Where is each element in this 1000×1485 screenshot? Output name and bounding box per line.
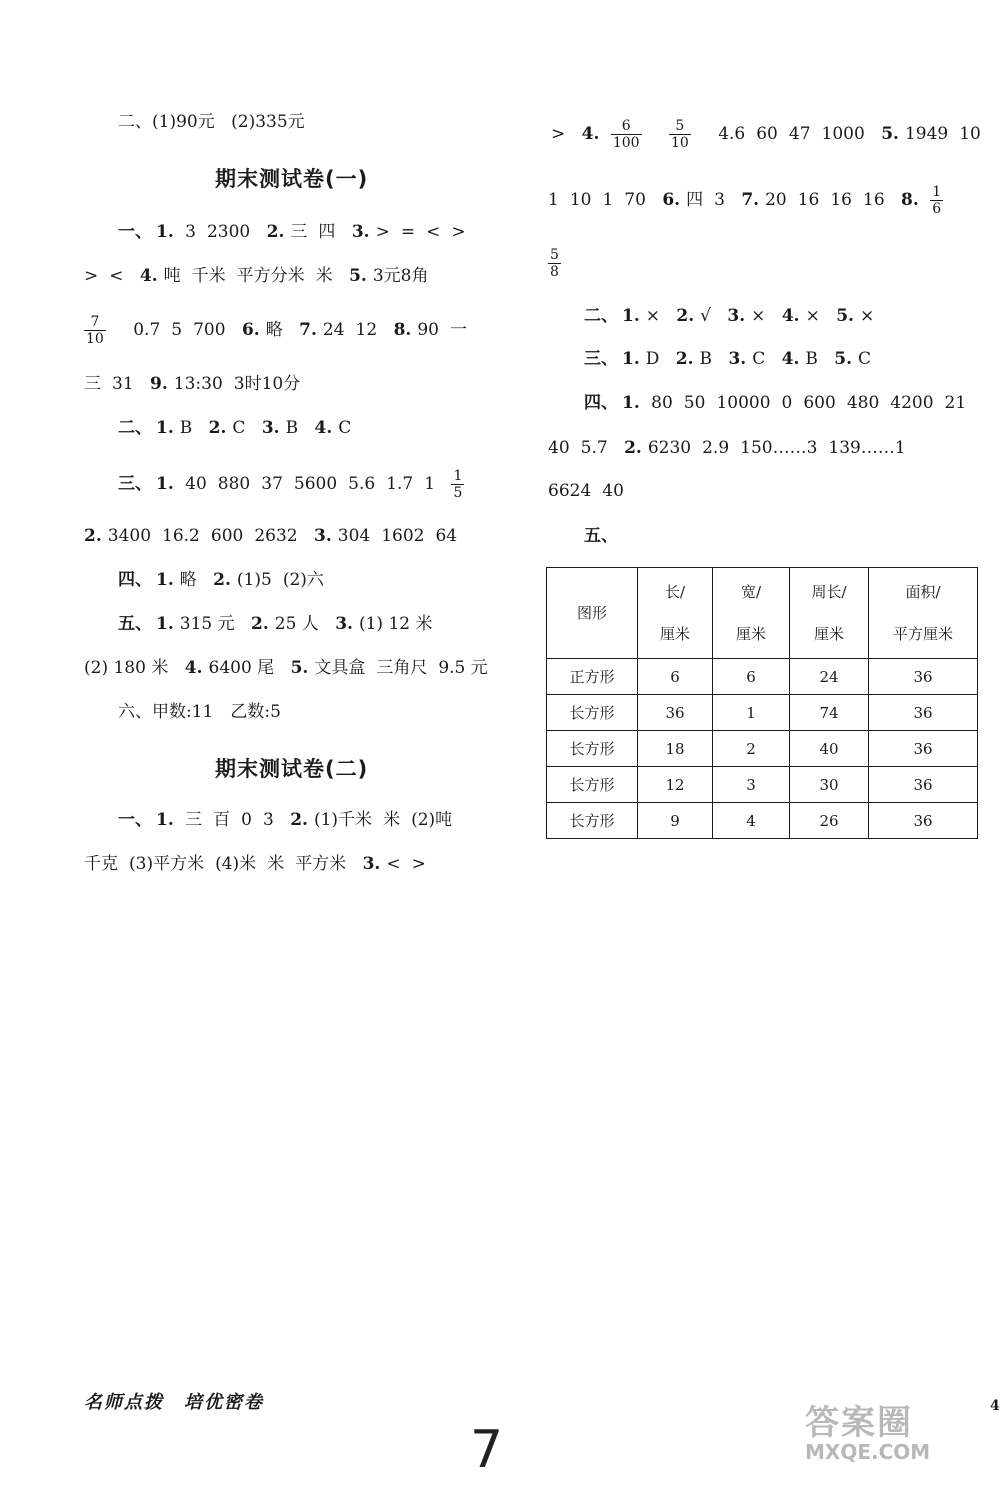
- section-label: 二、: [584, 306, 618, 326]
- answer-text: 文具盒: [314, 658, 366, 678]
- answer-text: 3元8角: [372, 266, 429, 286]
- answer-text: 米: [383, 810, 401, 830]
- fraction: [548, 247, 572, 280]
- answer-text: 千米: [191, 266, 226, 286]
- answer-text: 5600: [293, 474, 338, 494]
- answer-text: 40: [602, 481, 624, 501]
- answer-line-left-3: [84, 264, 439, 288]
- question-number: 1.: [622, 393, 640, 413]
- answer-text: 880: [217, 474, 251, 494]
- question-number: 3.: [727, 306, 746, 326]
- answer-text: 3: [262, 810, 274, 830]
- question-number: 4.: [581, 124, 600, 144]
- fraction-denominator: 5: [453, 485, 463, 501]
- answer-text: 40: [185, 474, 207, 494]
- answer-line-left-2: [118, 220, 477, 244]
- book-brand: 名师点拨 培优密卷: [84, 1392, 264, 1413]
- answer-line-left-7: [118, 468, 486, 501]
- question-number: 2.: [213, 570, 231, 590]
- question-number: 2.: [675, 349, 694, 369]
- fraction-numerator: 1: [453, 468, 463, 484]
- answer-text: 480: [846, 393, 880, 413]
- answer-text: C: [338, 418, 352, 438]
- table-cell: 30: [790, 767, 869, 803]
- question-number: 5.: [834, 349, 853, 369]
- fraction-numerator: 5: [675, 118, 685, 134]
- fraction-numerator: 1: [932, 184, 942, 200]
- answer-line-left-14: [84, 852, 437, 876]
- answer-text: 3: [714, 190, 725, 210]
- fraction-numerator: 6: [621, 118, 631, 134]
- section-label: 三、: [118, 474, 152, 494]
- answer-text: 13:30: [173, 374, 223, 394]
- answer-text: 150……3: [740, 438, 818, 458]
- answer-text: √: [700, 306, 711, 326]
- answer-line-left-11: [84, 656, 499, 680]
- question-number: 4.: [781, 349, 800, 369]
- table-header: [638, 568, 713, 659]
- answer-text: B: [699, 349, 713, 369]
- table-row: [547, 803, 978, 839]
- table-row: [547, 695, 978, 731]
- answer-text: >: [84, 266, 99, 286]
- answer-text: 10000: [716, 393, 771, 413]
- answer-text: 米: [267, 854, 285, 874]
- answer-text: <: [426, 222, 441, 242]
- question-number: 6.: [241, 320, 260, 340]
- answer-line-right-1: [551, 118, 992, 151]
- answer-line-left-6: [118, 416, 362, 440]
- answer-text: 四: [686, 190, 704, 210]
- section-label: 一、: [118, 222, 152, 242]
- section-label: 四、: [584, 393, 618, 413]
- question-number: 4.: [314, 418, 333, 438]
- answer-text: 16: [830, 190, 852, 210]
- answer-text: 三: [185, 810, 203, 830]
- table-cell: 74: [790, 695, 869, 731]
- answer-text: 80: [651, 393, 673, 413]
- table-cell: 长方形: [547, 767, 638, 803]
- answer-text: C: [752, 349, 766, 369]
- answer-text: 三角尺: [376, 658, 428, 678]
- section-label: 三、: [584, 349, 618, 369]
- question-number: 1.: [622, 349, 640, 369]
- answer-text: 21: [944, 393, 967, 413]
- fraction: [451, 468, 475, 501]
- answer-text: 2.9: [702, 438, 730, 458]
- handwritten-page-number: 7: [470, 1420, 504, 1480]
- question-number: 3.: [261, 418, 280, 438]
- answer-text: 139……1: [828, 438, 906, 458]
- site-watermark: [805, 1395, 995, 1475]
- table-header: [790, 568, 869, 659]
- answer-line-left-1: [118, 110, 316, 134]
- answer-text: 600: [210, 526, 244, 546]
- answer-text: 6230: [647, 438, 692, 458]
- header-text: 长/: [664, 583, 686, 601]
- table-header-row: [547, 568, 978, 659]
- answer-text: 0: [241, 810, 252, 830]
- question-number: 3.: [362, 854, 381, 874]
- answer-text: (2)吨: [411, 810, 453, 830]
- answer-text: 700: [193, 320, 226, 340]
- answer-text: B: [285, 418, 299, 438]
- answer-line-left-10: [118, 612, 444, 636]
- answer-text: 5.6: [348, 474, 376, 494]
- table-cell: 长方形: [547, 803, 638, 839]
- question-number: 1.: [622, 306, 640, 326]
- answer-line-left-12: 六、甲数:11 乙数:5: [118, 702, 281, 722]
- header-text: 周长/: [811, 583, 847, 601]
- table-cell: 4: [713, 803, 790, 839]
- answer-text: 4200: [890, 393, 934, 413]
- question-number: 7.: [741, 190, 760, 210]
- header-unit: 平方厘米: [892, 625, 953, 643]
- answer-text: <: [109, 266, 124, 286]
- answer-text: 平方米: [295, 854, 347, 874]
- header-text: 图形: [576, 604, 607, 622]
- answer-text: (4)米: [215, 854, 257, 874]
- fraction: [669, 118, 702, 151]
- question-number: 2.: [290, 810, 308, 830]
- question-number: 5.: [349, 266, 367, 286]
- watermark-logo-text: 答案圈: [805, 1403, 913, 1443]
- question-number: 3.: [335, 614, 353, 634]
- answer-line-right-8: [548, 479, 635, 503]
- question-number: 1.: [156, 222, 174, 242]
- answer-line-right-3: [548, 247, 583, 280]
- question-number: 2.: [676, 306, 695, 326]
- answer-text: 二、(1)90元: [118, 112, 215, 132]
- answer-text: D: [645, 349, 660, 369]
- table-cell: 12: [638, 767, 713, 803]
- answer-text: <: [386, 854, 401, 874]
- answer-text: (1)5: [236, 570, 272, 590]
- question-number: 1.: [156, 614, 174, 634]
- header-unit: 厘米: [813, 625, 844, 643]
- answer-text: 1.7: [386, 474, 414, 494]
- answer-text: 1000: [821, 124, 865, 144]
- answer-line-right-7: [548, 436, 917, 460]
- page-edge-number: 4: [990, 1398, 1000, 1414]
- section-title-final-test-1: 期末测试卷(一): [215, 167, 369, 191]
- table-cell: 9: [638, 803, 713, 839]
- answer-text: 10: [569, 190, 592, 210]
- header-unit: 厘米: [735, 625, 766, 643]
- question-number: 8.: [393, 320, 412, 340]
- table-header: [869, 568, 978, 659]
- fraction-denominator: 10: [670, 135, 689, 151]
- answer-text: B: [179, 418, 193, 438]
- fraction-numerator: 7: [90, 314, 100, 330]
- header-text: 面积/: [905, 583, 941, 601]
- question-number: 1.: [156, 418, 174, 438]
- answer-text: 0.7: [133, 320, 161, 340]
- table-cell: 3: [713, 767, 790, 803]
- question-number: 5.: [290, 658, 309, 678]
- table-row: [547, 659, 978, 695]
- answer-line-left-5: [84, 372, 311, 396]
- question-number: 2.: [84, 526, 102, 546]
- answer-text: =: [400, 222, 416, 242]
- answer-text: C: [858, 349, 872, 369]
- answer-text: ×: [645, 306, 660, 326]
- question-number: 2.: [208, 418, 227, 438]
- answer-text: 64: [435, 526, 458, 546]
- table-cell: 6: [638, 659, 713, 695]
- answer-text: 5: [171, 320, 183, 340]
- fraction: [611, 118, 653, 151]
- answer-text: 10: [959, 124, 981, 144]
- table-cell: 36: [869, 659, 978, 695]
- question-number: 1.: [156, 810, 174, 830]
- answer-text: 70: [624, 190, 646, 210]
- answer-text: 3: [185, 222, 196, 242]
- answer-text: 平方分米: [236, 266, 305, 286]
- table-cell: 6: [713, 659, 790, 695]
- section-label: 一、: [118, 810, 152, 830]
- answer-text: 一: [449, 320, 467, 340]
- question-number: 2.: [251, 614, 269, 634]
- answer-text: 2300: [206, 222, 251, 242]
- answer-text: 304: [337, 526, 371, 546]
- question-number: 7.: [299, 320, 317, 340]
- answer-text: 三: [290, 222, 308, 242]
- question-number: 3.: [351, 222, 370, 242]
- answer-line-right-5: [584, 347, 882, 371]
- answer-text: >: [451, 222, 466, 242]
- answer-text: (1)千米: [313, 810, 373, 830]
- header-unit: 厘米: [659, 625, 690, 643]
- answer-text: 37: [261, 474, 283, 494]
- table-cell: 18: [638, 731, 713, 767]
- section-label: 二、: [118, 418, 152, 438]
- answer-text: 略: [265, 320, 283, 340]
- fraction-denominator: 100: [612, 135, 640, 151]
- answer-text: 16.2: [162, 526, 200, 546]
- answer-text: 40: [548, 438, 570, 458]
- answer-line-right-2: [548, 184, 965, 217]
- fraction-denominator: 6: [932, 201, 942, 217]
- answer-text: 1949: [904, 124, 949, 144]
- table-cell: 正方形: [547, 659, 638, 695]
- table-row: [547, 767, 978, 803]
- answer-text: C: [232, 418, 246, 438]
- header-text: 宽/: [740, 583, 762, 601]
- answer-text: 1: [548, 190, 559, 210]
- question-number: 5.: [881, 124, 899, 144]
- answer-text: ×: [805, 306, 820, 326]
- answer-text: B: [805, 349, 818, 369]
- question-number: 4.: [184, 658, 203, 678]
- answer-text: ×: [751, 306, 766, 326]
- fraction-denominator: 10: [86, 331, 104, 347]
- question-number: 3.: [314, 526, 332, 546]
- question-number: 1.: [156, 570, 174, 590]
- answer-text: 600: [803, 393, 836, 413]
- answer-text: 90: [417, 320, 439, 340]
- answer-text: >: [411, 854, 426, 874]
- answer-line-right-6: [584, 391, 977, 415]
- answer-text: 315 元: [179, 614, 235, 634]
- section-label: 四、: [118, 570, 152, 590]
- table-row: [547, 731, 978, 767]
- fraction: [84, 314, 117, 347]
- answer-text: 1: [424, 474, 436, 494]
- answer-line-left-9: [118, 568, 335, 592]
- answer-text: (1) 12 米: [358, 614, 433, 634]
- table-cell: 36: [638, 695, 713, 731]
- answer-text: 9.5 元: [438, 658, 488, 678]
- table-cell: 1: [713, 695, 790, 731]
- section-label-five: 五、: [584, 526, 618, 546]
- answer-text: >: [551, 124, 566, 144]
- table-cell: 36: [869, 803, 978, 839]
- answer-text: 31: [112, 374, 134, 394]
- table-cell: 36: [869, 695, 978, 731]
- answer-text: 略: [179, 570, 197, 590]
- table-cell: 36: [869, 731, 978, 767]
- fraction: [930, 184, 954, 217]
- question-number: 2.: [624, 438, 642, 458]
- answer-text: 16: [797, 190, 820, 210]
- answer-text: 16: [863, 190, 885, 210]
- answer-text: 吨: [163, 266, 181, 286]
- question-number: 3.: [728, 349, 747, 369]
- answer-text: ×: [859, 306, 875, 326]
- answer-text: 3400: [107, 526, 152, 546]
- table-cell: 2: [713, 731, 790, 767]
- section-title-final-test-2: 期末测试卷(二): [215, 757, 369, 781]
- answer-text: (2)335元: [231, 112, 305, 132]
- answer-text: (2)六: [282, 570, 324, 590]
- table-cell: 40: [790, 731, 869, 767]
- answer-text: >: [375, 222, 390, 242]
- table-cell: 36: [869, 767, 978, 803]
- answer-line-right-4: [584, 304, 885, 328]
- question-number: 4.: [139, 266, 158, 286]
- answer-text: 4.6: [718, 124, 746, 144]
- question-number: 8.: [901, 190, 919, 210]
- fraction-denominator: 8: [550, 264, 559, 280]
- question-number: 2.: [266, 222, 285, 242]
- section-label: 五、: [118, 614, 152, 634]
- answer-text: 2632: [254, 526, 298, 546]
- table-cell: 长方形: [547, 695, 638, 731]
- answer-text: (2) 180 米: [84, 658, 169, 678]
- answer-text: 5.7: [580, 438, 608, 458]
- answer-text: 米: [315, 266, 333, 286]
- question-number: 6.: [662, 190, 681, 210]
- table-cell: 24: [790, 659, 869, 695]
- answer-text: 12: [355, 320, 378, 340]
- answer-text: 20: [765, 190, 787, 210]
- answer-text: 0: [781, 393, 793, 413]
- answer-text: 60: [756, 124, 778, 144]
- question-number: 1.: [156, 474, 174, 494]
- table-header: [547, 568, 638, 659]
- answer-text: 6624: [548, 481, 592, 501]
- question-number: 9.: [150, 374, 168, 394]
- question-number: 4.: [781, 306, 800, 326]
- answer-text: 6400 尾: [208, 658, 275, 678]
- answer-text: 1: [602, 190, 614, 210]
- answer-line-left-13: [118, 808, 463, 832]
- answer-text: 1602: [381, 526, 425, 546]
- answer-text: 三: [84, 374, 101, 394]
- answer-text: (3)平方米: [129, 854, 205, 874]
- question-number: 5.: [836, 306, 854, 326]
- table-cell: 26: [790, 803, 869, 839]
- table-cell: 长方形: [547, 731, 638, 767]
- answer-line-left-8: [84, 524, 468, 548]
- answer-text: 千克: [84, 854, 118, 874]
- answer-text: 24: [322, 320, 345, 340]
- answer-text: 四: [318, 222, 336, 242]
- answer-text: 25 人: [274, 614, 319, 634]
- table-header: [713, 568, 790, 659]
- watermark-url: MXQE.COM: [805, 1440, 931, 1464]
- answer-text: 50: [683, 393, 706, 413]
- shape-dimensions-table: [546, 567, 978, 839]
- answer-text: 47: [788, 124, 811, 144]
- fraction-numerator: 5: [550, 247, 559, 263]
- answer-line-left-4: [84, 314, 478, 347]
- answer-text: 3时10分: [233, 374, 301, 394]
- answer-text: 百: [213, 810, 231, 830]
